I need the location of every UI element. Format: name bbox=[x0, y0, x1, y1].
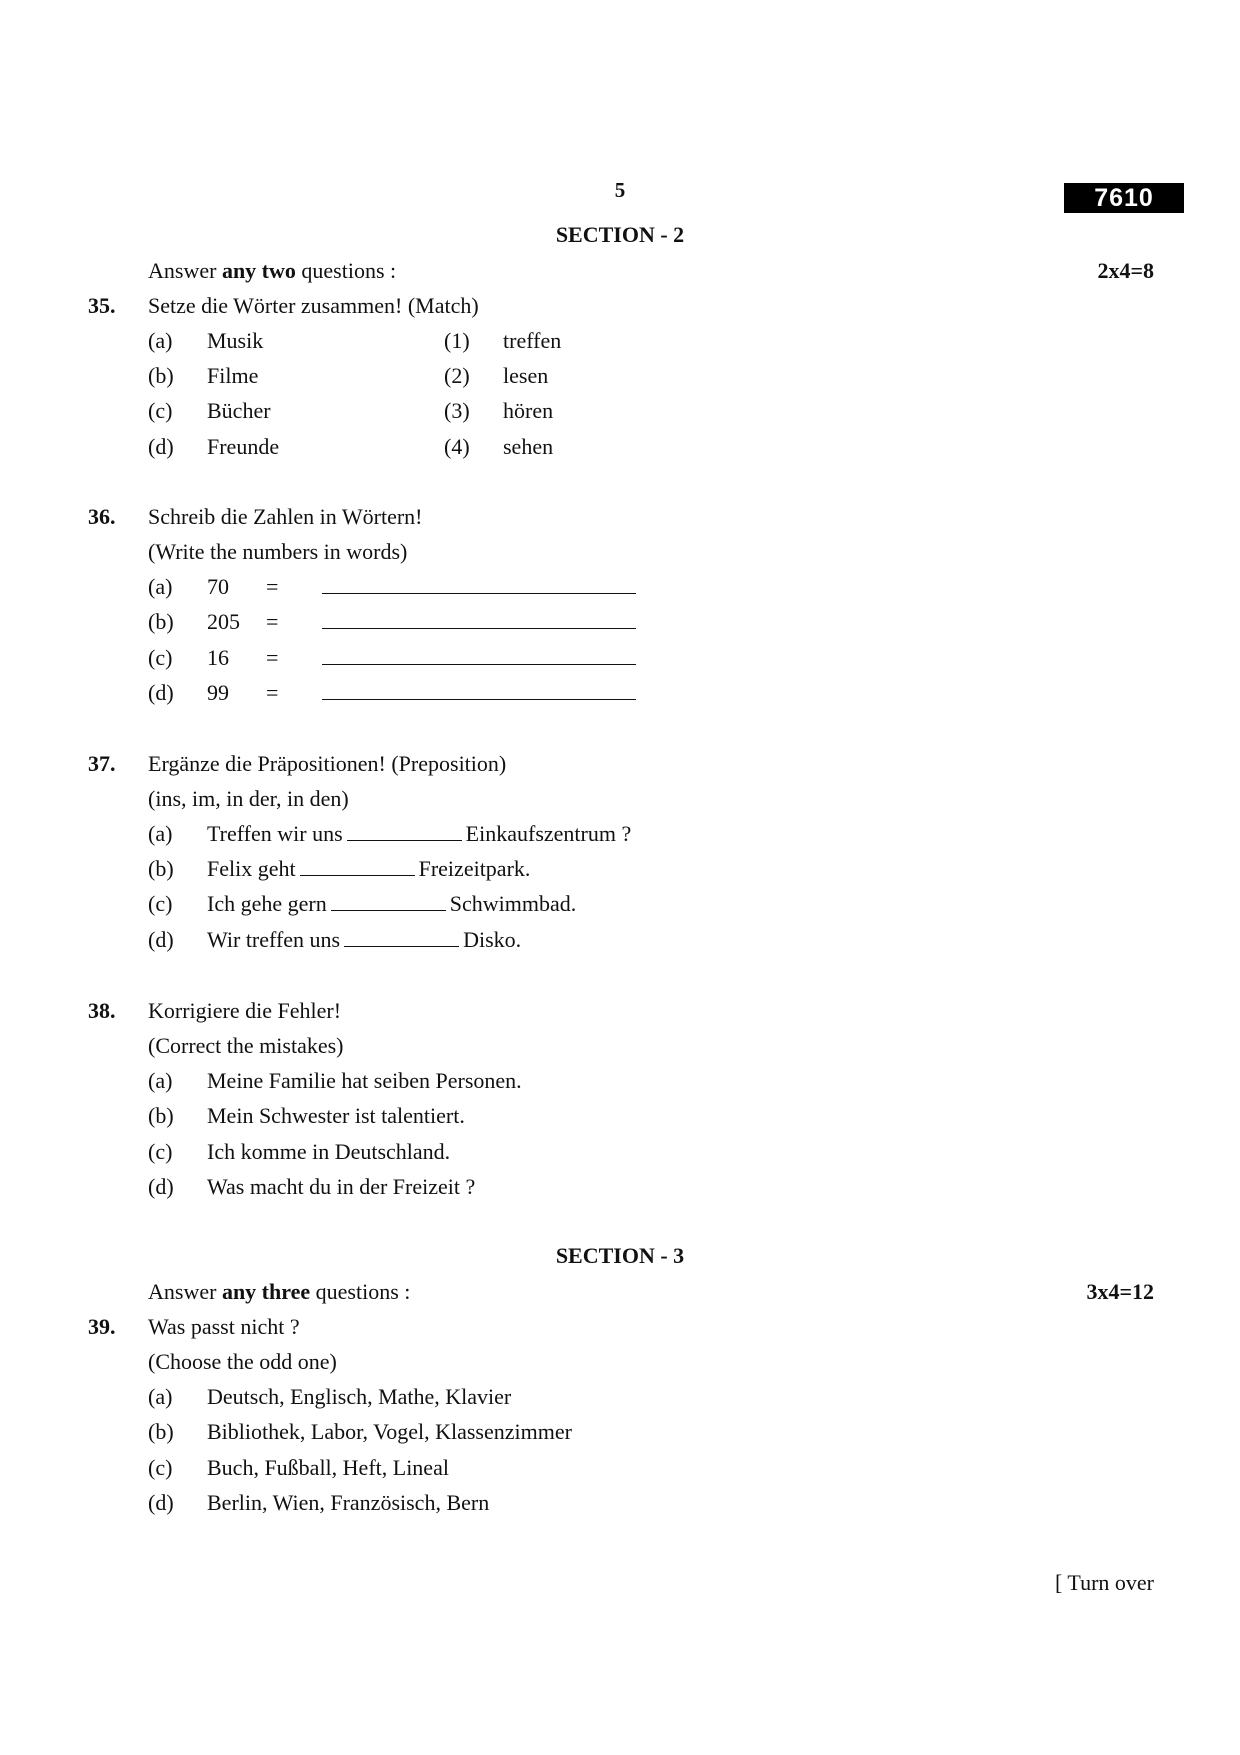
paper-code-badge: 7610 bbox=[1064, 183, 1184, 213]
instruction-prefix: Answer bbox=[148, 258, 217, 283]
question-number: 35. bbox=[88, 293, 116, 318]
question-subtext: (Correct the mistakes) bbox=[148, 1033, 344, 1058]
equals-sign: = bbox=[266, 574, 279, 599]
answer-blank bbox=[322, 680, 636, 706]
option-label: (d) bbox=[148, 1490, 174, 1515]
option-label: (a) bbox=[148, 821, 173, 846]
option-label: (d) bbox=[148, 434, 174, 459]
option-text: Freunde bbox=[207, 434, 280, 459]
match-label: (2) bbox=[444, 363, 470, 388]
option-text: Berlin, Wien, Französisch, Bern bbox=[207, 1490, 490, 1515]
option-label: (a) bbox=[148, 1384, 173, 1409]
sentence-after: Disko. bbox=[463, 927, 522, 952]
question-text: Schreib die Zahlen in Wörtern! bbox=[148, 504, 423, 529]
option-label: (d) bbox=[148, 680, 174, 705]
fill-blank bbox=[347, 822, 462, 841]
option-text: Bücher bbox=[207, 398, 271, 423]
option-label: (b) bbox=[148, 1103, 174, 1128]
match-label: (3) bbox=[444, 398, 470, 423]
sentence bbox=[207, 927, 521, 953]
answer-blank bbox=[322, 609, 636, 635]
option-text: Ich komme in Deutschland. bbox=[207, 1139, 451, 1164]
question-subtext: (Write the numbers in words) bbox=[148, 539, 408, 564]
instruction-suffix: questions : bbox=[315, 1279, 411, 1304]
question-number: 37. bbox=[88, 751, 116, 776]
number-value: 205 bbox=[207, 609, 240, 634]
sentence-before: Ich gehe gern bbox=[207, 891, 327, 916]
sentence bbox=[207, 856, 530, 882]
match-text: hören bbox=[503, 398, 554, 423]
sentence-before: Wir treffen uns bbox=[207, 927, 341, 952]
option-label: (c) bbox=[148, 1455, 173, 1480]
option-text: Deutsch, Englisch, Mathe, Klavier bbox=[207, 1384, 512, 1409]
number-value: 16 bbox=[207, 645, 229, 670]
option-text: Buch, Fußball, Heft, Lineal bbox=[207, 1455, 449, 1480]
option-label: (c) bbox=[148, 398, 173, 423]
sentence-after: Schwimmbad. bbox=[449, 891, 577, 916]
section-3-title: SECTION - 3 bbox=[555, 1243, 685, 1268]
instruction-emphasis: any two bbox=[221, 258, 296, 283]
match-text: lesen bbox=[503, 363, 549, 388]
option-label: (c) bbox=[148, 891, 173, 916]
sentence-after: Einkaufszentrum ? bbox=[465, 821, 632, 846]
instruction-prefix: Answer bbox=[148, 1279, 217, 1304]
question-text: Korrigiere die Fehler! bbox=[148, 998, 342, 1023]
section-3-instruction bbox=[148, 1279, 410, 1305]
option-label: (b) bbox=[148, 1419, 174, 1444]
turn-over-note: [ Turn over bbox=[1054, 1570, 1154, 1595]
number-value: 70 bbox=[207, 574, 229, 599]
option-label: (d) bbox=[148, 1174, 174, 1199]
fill-blank bbox=[300, 857, 415, 876]
section-2-instruction bbox=[148, 258, 396, 284]
section-3-marks: 3x4=12 bbox=[1086, 1279, 1154, 1304]
match-label: (1) bbox=[444, 328, 470, 353]
option-text: Bibliothek, Labor, Vogel, Klassenzimmer bbox=[207, 1419, 572, 1444]
option-label: (c) bbox=[148, 645, 173, 670]
option-label: (b) bbox=[148, 609, 174, 634]
sentence bbox=[207, 891, 576, 917]
option-text: Musik bbox=[207, 328, 264, 353]
option-label: (a) bbox=[148, 1068, 173, 1093]
question-number: 36. bbox=[88, 504, 116, 529]
answer-blank bbox=[322, 574, 636, 600]
section-2-title: SECTION - 2 bbox=[555, 222, 685, 247]
match-text: treffen bbox=[503, 328, 562, 353]
match-text: sehen bbox=[503, 434, 554, 459]
option-label: (b) bbox=[148, 856, 174, 881]
instruction-emphasis: any three bbox=[221, 1279, 311, 1304]
fill-blank bbox=[331, 892, 446, 911]
equals-sign: = bbox=[266, 645, 279, 670]
equals-sign: = bbox=[266, 680, 279, 705]
fill-blank bbox=[344, 928, 459, 947]
question-text: Ergänze die Präpositionen! (Preposition) bbox=[148, 751, 507, 776]
answer-blank bbox=[322, 645, 636, 671]
option-label: (c) bbox=[148, 1139, 173, 1164]
question-number: 38. bbox=[88, 998, 116, 1023]
section-2-marks: 2x4=8 bbox=[1097, 258, 1154, 283]
sentence-before: Treffen wir uns bbox=[207, 821, 343, 846]
match-label: (4) bbox=[444, 434, 470, 459]
instruction-suffix: questions : bbox=[301, 258, 397, 283]
page-number: 5 bbox=[614, 178, 626, 202]
question-subtext: (Choose the odd one) bbox=[148, 1349, 337, 1374]
option-text: Filme bbox=[207, 363, 259, 388]
question-text: Setze die Wörter zusammen! (Match) bbox=[148, 293, 479, 318]
option-label: (b) bbox=[148, 363, 174, 388]
question-text: Was passt nicht ? bbox=[148, 1314, 300, 1339]
option-label: (a) bbox=[148, 328, 173, 353]
equals-sign: = bbox=[266, 609, 279, 634]
sentence bbox=[207, 821, 631, 847]
question-number: 39. bbox=[88, 1314, 116, 1339]
option-label: (d) bbox=[148, 927, 174, 952]
option-label: (a) bbox=[148, 574, 173, 599]
option-text: Mein Schwester ist talentiert. bbox=[207, 1103, 465, 1128]
option-text: Was macht du in der Freizeit ? bbox=[207, 1174, 476, 1199]
sentence-after: Freizeitpark. bbox=[418, 856, 531, 881]
number-value: 99 bbox=[207, 680, 229, 705]
question-subtext: (ins, im, in der, in den) bbox=[148, 786, 349, 811]
sentence-before: Felix geht bbox=[207, 856, 296, 881]
option-text: Meine Familie hat seiben Personen. bbox=[207, 1068, 522, 1093]
